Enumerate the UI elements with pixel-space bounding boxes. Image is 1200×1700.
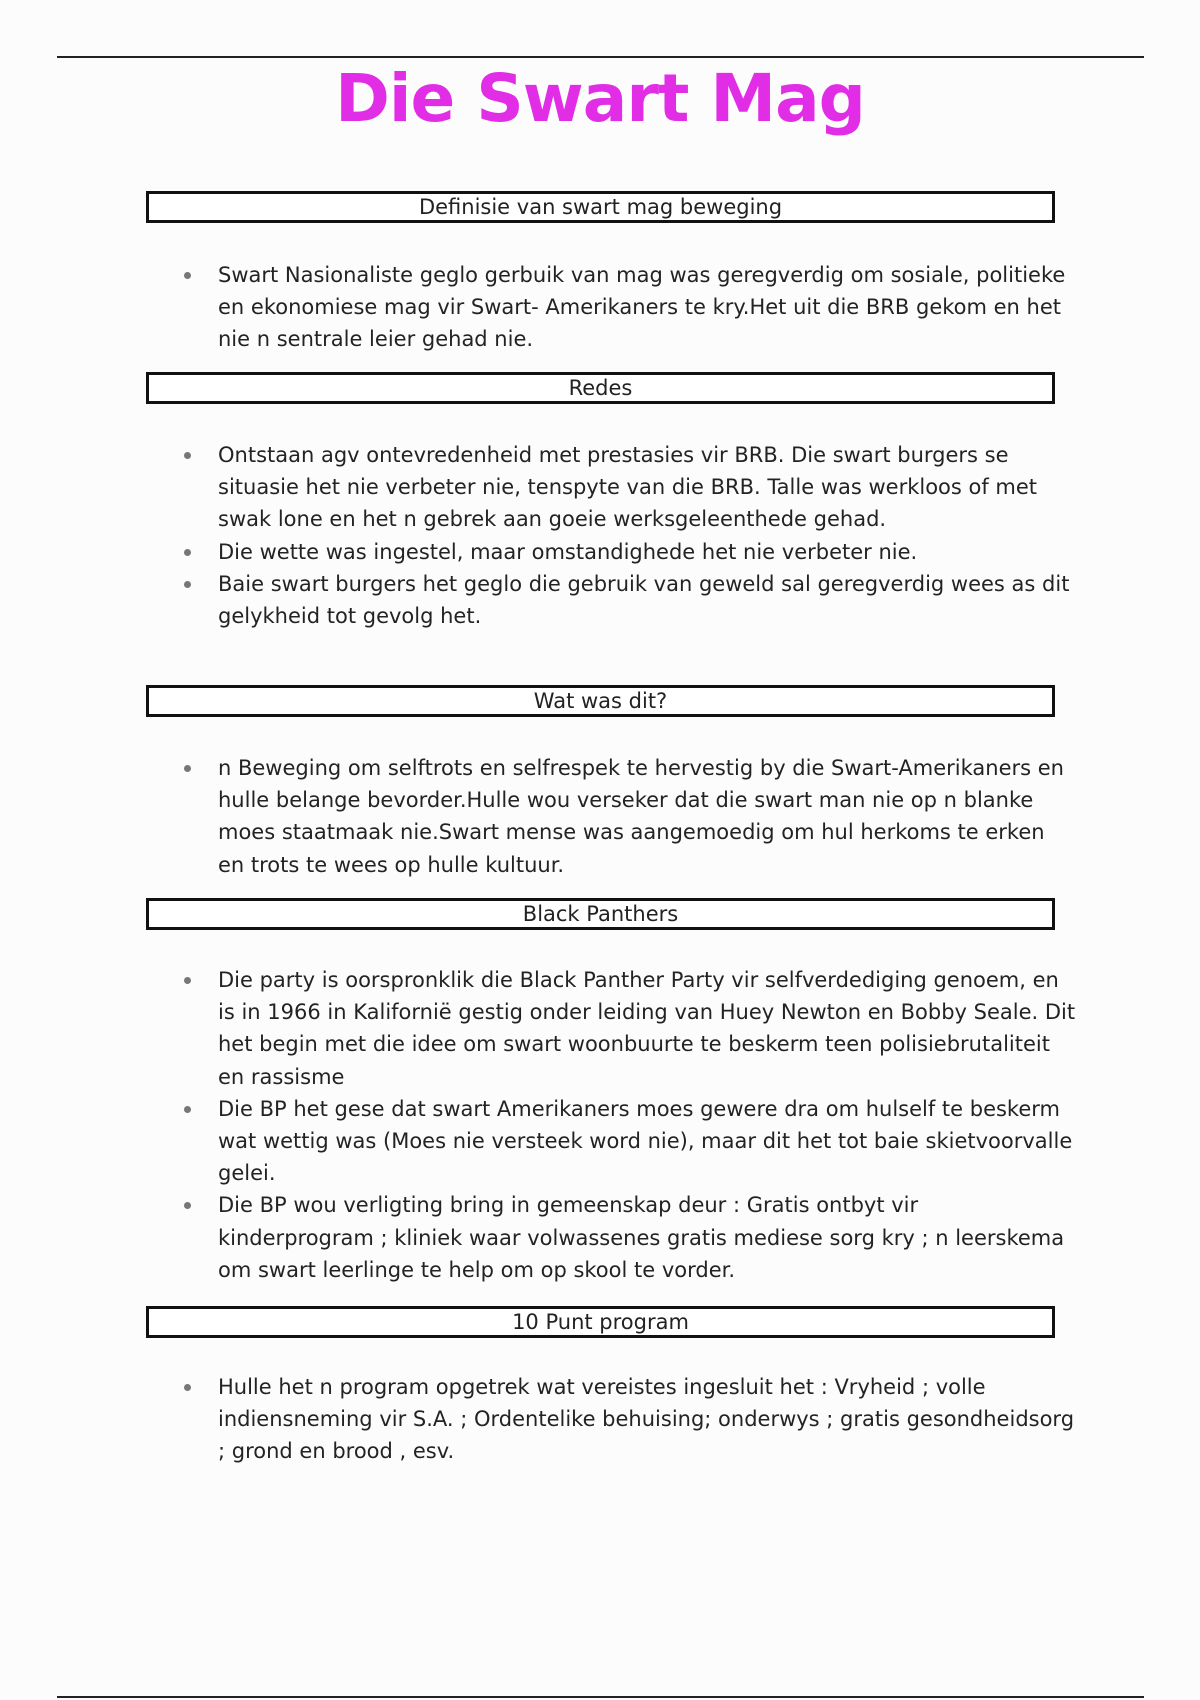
section-list-wat-was-dit: [146, 752, 1076, 881]
section-heading-redes: Redes: [146, 372, 1055, 404]
section-list-redes: [146, 439, 1076, 632]
list-item: Die wette was ingestel, maar omstandighede het nie verbeter nie.: [146, 536, 1076, 568]
section-list-10-punt-program: [146, 1371, 1076, 1468]
list-item: Die BP het gese dat swart Amerikaners moes gewere dra om hulself te beskerm wat wettig was (Moes nie versteek word nie), maar dit het tot baie skietvoorvalle gelei.: [146, 1093, 1076, 1190]
list-item: n Beweging om selftrots en selfrespek te hervestig by die Swart-Amerikaners en hulle belange bevorder.Hulle wou verseker dat die swart man nie op n blanke moes staatmaak nie.Swart mense was aangemoedig om hul herkoms te erken en trots te wees op hulle kultuur.: [146, 752, 1076, 881]
section-heading-definisie: Definisie van swart mag beweging: [146, 191, 1055, 223]
list-item: Ontstaan agv ontevredenheid met prestasies vir BRB. Die swart burgers se situasie het nie verbeter nie, tenspyte van die BRB. Talle was werkloos of met swak lone en het n gebrek aan goeie werksgeleenthede gehad.: [146, 439, 1076, 536]
section-list-black-panthers: [146, 964, 1076, 1286]
section-list-definisie: [146, 259, 1076, 356]
list-item: Die party is oorspronklik die Black Panther Party vir selfverdediging genoem, en is in 1966 in Kalifornië gestig onder leiding van Huey Newton en Bobby Seale. Dit het begin met die idee om swart woonbuurte te beskerm teen polisiebrutaliteit en rassisme: [146, 964, 1076, 1093]
list-item: Die BP wou verligting bring in gemeenskap deur : Gratis ontbyt vir kinderprogram ; kliniek waar volwassenes gratis mediese sorg kry ; n leerskema om swart leerlinge te help om op skool te vorder.: [146, 1189, 1076, 1286]
section-heading-black-panthers: Black Panthers: [146, 898, 1055, 930]
list-item: Swart Nasionaliste geglo gerbuik van mag was geregverdig om sosiale, politieke en ekonomiese mag vir Swart- Amerikaners te kry.Het uit die BRB gekom en het nie n sentrale leier gehad nie.: [146, 259, 1076, 356]
page-title: Die Swart Mag: [335, 60, 865, 137]
bottom-rule: [57, 1696, 1144, 1698]
list-item: Baie swart burgers het geglo die gebruik van geweld sal geregverdig wees as dit gelykheid tot gevolg het.: [146, 568, 1076, 632]
list-item: Hulle het n program opgetrek wat vereistes ingesluit het : Vryheid ; volle indiensneming vir S.A. ; Ordentelike behuising; onderwys ; gratis gesondheidsorg ; grond en brood , esv.: [146, 1371, 1076, 1468]
section-heading-10-punt-program: 10 Punt program: [146, 1306, 1055, 1338]
section-heading-wat-was-dit: Wat was dit?: [146, 685, 1055, 717]
